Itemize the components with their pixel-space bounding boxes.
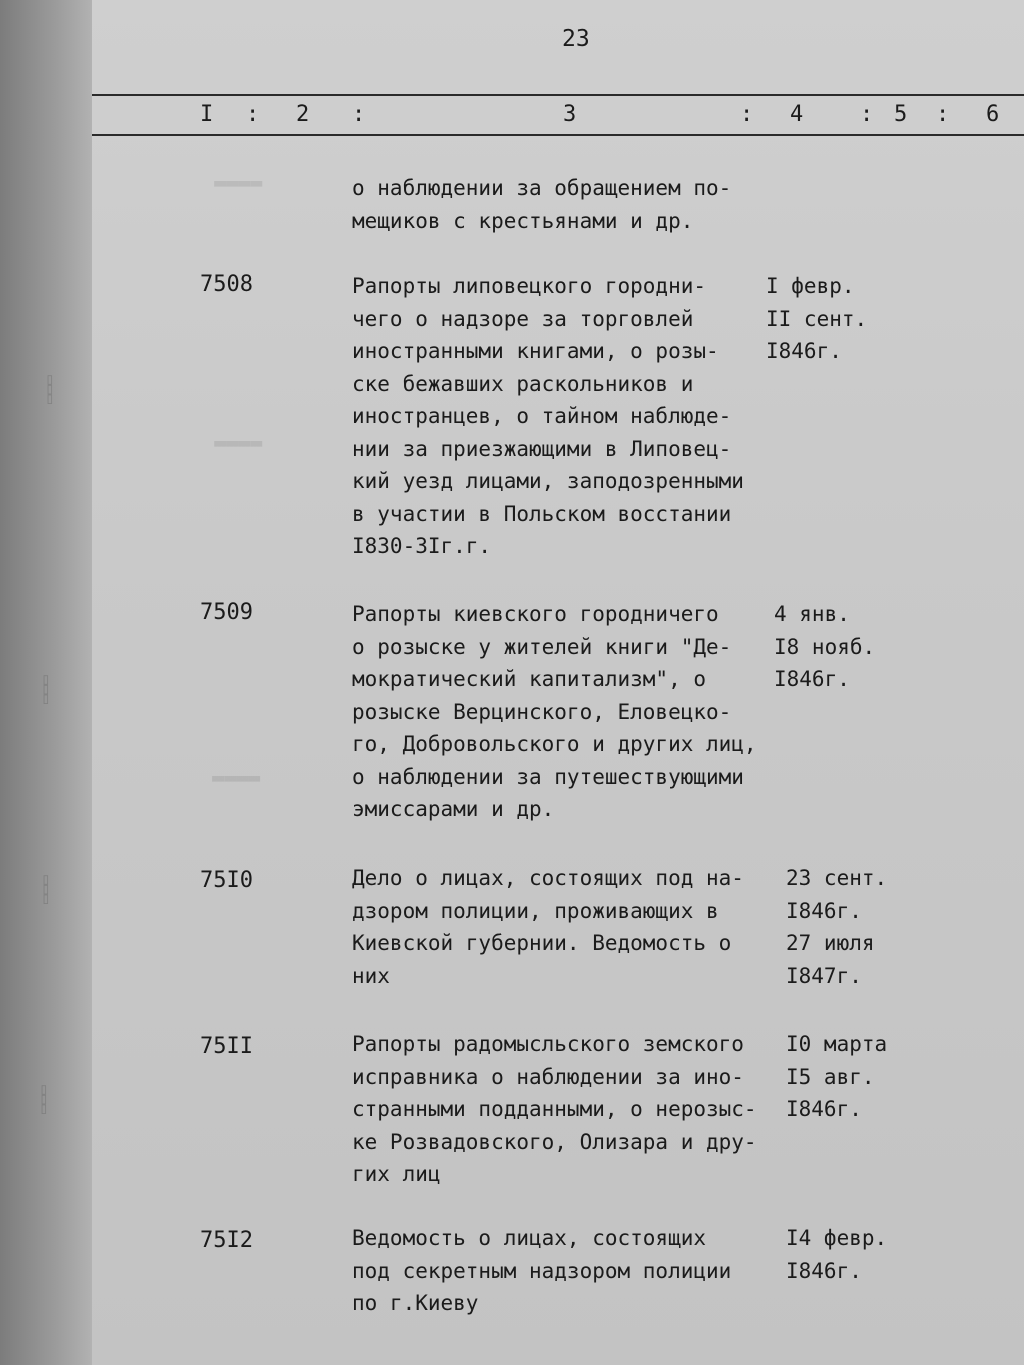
entry-dates: 23 сент. I846г. 27 июля I847г. xyxy=(786,866,888,988)
header-sep: : xyxy=(352,102,366,127)
entry-number: 75I0 xyxy=(200,868,253,893)
margin-stamp-mark: ▭▭▭ xyxy=(32,1085,52,1114)
entry-description: Рапорты киевского городничего о розыске у жителей книги "Де- мократический капитализм", о розыске Верцинского, Еловецко- го, Добровольского и других лиц, о наблюдении за путешествующими эмиссарами и др. xyxy=(352,602,757,821)
header-col-2: 2 xyxy=(296,102,310,127)
entry-dates: I февр. II сент. I846г. xyxy=(766,274,868,363)
entry-number: 7509 xyxy=(200,600,253,625)
margin-stamp-mark: ▭▭▭ xyxy=(34,675,54,704)
entry-description: Дело о лицах, состоящих под на- дзором полиции, проживающих в Киевской губернии. Ведомость о них xyxy=(352,866,744,988)
bleed-through-mark: ▬▬▬▬ xyxy=(190,430,263,454)
header-col-3: 3 xyxy=(563,102,577,127)
entry-description: Ведомость о лицах, состоящих под секретным надзором полиции по г.Киеву xyxy=(352,1226,732,1315)
entry-number: 7508 xyxy=(200,272,253,297)
entry-description: о наблюдении за обращением по- мещиков с крестьянами и др. xyxy=(352,176,732,233)
header-bottom-rule xyxy=(92,134,1024,136)
header-sep: : xyxy=(246,102,260,127)
margin-stamp-mark: ▭▭▭ xyxy=(38,375,58,404)
header-col-6: 6 xyxy=(986,102,1000,127)
bleed-through-mark: ▬▬▬▬ xyxy=(200,765,261,789)
bleed-through-mark: ▬▬▬▬ xyxy=(190,170,263,194)
entry-dates: I0 марта I5 авг. I846г. xyxy=(786,1032,888,1121)
header-col-4: 4 xyxy=(790,102,804,127)
header-sep: : xyxy=(860,102,874,127)
entry-number: 75II xyxy=(200,1034,253,1059)
header-top-rule xyxy=(92,94,1024,96)
entry-number: 75I2 xyxy=(200,1228,253,1253)
page-number: 23 xyxy=(562,26,590,52)
entry-dates: 4 янв. I8 нояб. I846г. xyxy=(774,602,876,691)
margin-stamp-mark: ▭▭▭ xyxy=(34,875,54,904)
header-sep: : xyxy=(740,102,754,127)
header-col-1: I xyxy=(200,102,214,127)
entry-dates: I4 февр. I846г. xyxy=(786,1226,888,1283)
entry-description: Рапорты липовецкого городни- чего о надзоре за торговлей иностранными книгами, о розы- ске бежавших раскольников и иностранцев, о тайном наблюде- нии за приезжающими в Липовец- кий уезд лицами, заподозренными в участии в Польском восстании I830-3Iг.г. xyxy=(352,274,744,558)
entry-description: Рапорты радомысльского земского исправника о наблюдении за ино- странными подданными, о нерозыс- ке Розвадовского, Олизара и дру- гих лиц xyxy=(352,1032,757,1186)
header-col-5: 5 xyxy=(894,102,908,127)
header-sep: : xyxy=(936,102,950,127)
